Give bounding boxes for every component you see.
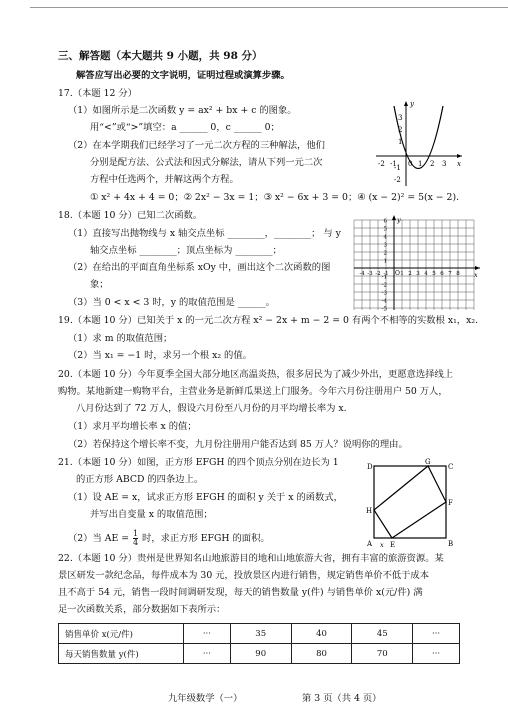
y-tick: -2 bbox=[394, 176, 401, 184]
q18-part1b: 轴交点坐标 ________；顶点坐标为 ________； bbox=[90, 245, 282, 256]
sales-data-table bbox=[58, 623, 460, 664]
q17-part2c: 方程中任选两个，并解这两个方程。 bbox=[90, 174, 239, 185]
square-efgh bbox=[374, 466, 446, 538]
y-tick: 3 bbox=[398, 114, 403, 122]
label-E: E bbox=[390, 541, 396, 548]
x-tick-label: -4 bbox=[359, 271, 365, 277]
q21-part2 bbox=[68, 530, 270, 547]
q22-line4: 足一次函数关系，部分数据如下表所示： bbox=[58, 604, 226, 615]
q21-part1a: （1）设 AE = x，试求正方形 EFGH 的面积 y 关于 x 的函数式， bbox=[68, 492, 343, 503]
y-tick-label: -5 bbox=[381, 306, 387, 312]
q21-part1b: 并写出自变量 x 的取值范围； bbox=[90, 509, 213, 520]
q19-title: 19.（本题 10 分）已知关于 x 的一元二次方程 x² − 2x + m − 2 = 0 有两个不相等的实数根 x₁，x₂. bbox=[58, 315, 479, 326]
y-tick-label: 3 bbox=[383, 242, 387, 249]
x-tick: 2 bbox=[430, 160, 435, 168]
table-cell: ··· bbox=[184, 644, 231, 664]
x-axis-arrow bbox=[457, 154, 462, 158]
top-rule bbox=[30, 7, 508, 8]
x-tick-label: 4 bbox=[424, 271, 428, 277]
q20-line3: 八月份达到了 72 万人，假设六月份至八月份的月平均增长率为 x. bbox=[76, 403, 347, 414]
y-tick-label: 5 bbox=[383, 226, 387, 233]
label-G: G bbox=[425, 458, 431, 466]
section-header: 三、解答题（本大题共 9 小题，共 98 分） bbox=[58, 50, 263, 62]
x-tick: -2 bbox=[378, 160, 385, 168]
table-cell: 35 bbox=[230, 624, 291, 644]
label-F: F bbox=[448, 499, 453, 507]
origin-label: 0 bbox=[408, 160, 413, 168]
q17-part1b: 用“<”或“>”填空：a ______ 0，c ______ 0； bbox=[90, 122, 280, 133]
table-cell: ··· bbox=[413, 624, 460, 644]
q18-part2a: （2）在给出的平面直角坐标系 xOy 中，画出这个二次函数的图 bbox=[68, 262, 331, 273]
x-tick-label: -3 bbox=[367, 271, 373, 277]
q22-line3: 且不高于 54 元，销售一段时间调研发现，每天的销售数量 y(件) 与销售单价 x(元/件) 满 bbox=[58, 587, 423, 598]
x-tick-label: -2 bbox=[375, 271, 381, 277]
q17-part1a: （1）如图所示是二次函数 y = ax² + bx + c 的图象。 bbox=[68, 105, 297, 116]
label-B: B bbox=[448, 540, 454, 548]
table-row bbox=[59, 644, 460, 664]
y-tick-label: -3 bbox=[381, 290, 387, 297]
table-cell: ··· bbox=[413, 644, 460, 664]
x-label: x bbox=[457, 160, 461, 168]
y-tick: 1 bbox=[398, 138, 403, 146]
x-tick-label: -1 bbox=[383, 271, 389, 277]
x-tick: 1 bbox=[418, 160, 423, 168]
parabola-graph bbox=[372, 96, 464, 188]
table-row bbox=[59, 624, 460, 644]
x-tick-label: 2 bbox=[408, 271, 412, 277]
x-axis-arrow bbox=[475, 266, 480, 270]
q21-part2-prefix: （2）当 AE = bbox=[68, 533, 132, 544]
q20-part2: （2）若保持这个增长率不变，九月份注册用户能否达到 85 万人？说明你的理由。 bbox=[68, 439, 408, 450]
x-tick: -1 bbox=[390, 160, 397, 168]
x-tick-label: 7 bbox=[448, 271, 452, 277]
footer-page-number: 第 3 页（共 4 页） bbox=[302, 693, 382, 704]
fraction-one-quarter bbox=[133, 530, 138, 547]
q22-line1: 22.（本题 10 分）贵州是世界知名山地旅游目的地和山地旅游大省，拥有丰富的旅游资源。某 bbox=[58, 553, 444, 564]
y-tick: -1 bbox=[394, 164, 401, 172]
q19-part1: （1）求 m 的取值范围； bbox=[68, 333, 173, 344]
label-x: x bbox=[380, 541, 384, 548]
fraction-numerator: 1 bbox=[132, 529, 139, 538]
q17-part2b: 分别是配方法、公式法和因式分解法，请从下列一元二次 bbox=[90, 157, 323, 168]
y-label: y bbox=[410, 100, 414, 108]
grid-coordinate-plane bbox=[352, 214, 482, 312]
label-C: C bbox=[448, 463, 454, 471]
y-tick-label: 6 bbox=[383, 218, 387, 225]
table-cell: 70 bbox=[352, 644, 413, 664]
table-cell: ··· bbox=[184, 624, 231, 644]
table-cell: 40 bbox=[291, 624, 352, 644]
table-cell: 80 bbox=[291, 644, 352, 664]
y-tick-label: -2 bbox=[381, 282, 387, 289]
q19-part2: （2）当 x₁ = −1 时，求另一个根 x₂ 的值。 bbox=[68, 350, 252, 361]
x-tick-label: 1 bbox=[400, 271, 404, 277]
q20-line1: 20.（本题 10 分）今年夏季全国大部分地区高温炎热，很多居民为了减少外出，更愿意选择线上 bbox=[58, 369, 454, 380]
q18-part3: （3）当 0 < x < 3 时，y 的取值范围是 ______。 bbox=[68, 297, 275, 308]
row-header-price: 销售单价 x(元/件) bbox=[59, 624, 184, 644]
y-axis-arrow bbox=[404, 101, 408, 106]
x-tick-label: 5 bbox=[432, 271, 436, 277]
grid-lines bbox=[354, 220, 474, 310]
table-cell: 45 bbox=[352, 624, 413, 644]
y-tick-label: 1 bbox=[383, 258, 387, 265]
y-label: y bbox=[397, 216, 401, 224]
table-cell: 90 bbox=[230, 644, 291, 664]
origin-label: O bbox=[395, 270, 400, 277]
q22-line2: 景区研发一款纪念品，每件成本为 30 元，投放景区内进行销售，规定销售单价不低于成本 bbox=[58, 570, 430, 581]
y-tick-label: -1 bbox=[381, 274, 387, 281]
label-H: H bbox=[366, 507, 373, 515]
y-tick: 2 bbox=[398, 126, 403, 134]
q20-part1: （1）求月平均增长率 x 的值； bbox=[68, 421, 197, 432]
label-A: A bbox=[367, 540, 373, 548]
square-figure bbox=[364, 458, 456, 548]
fraction-denominator: 4 bbox=[132, 538, 139, 547]
x-label: x bbox=[474, 271, 478, 279]
y-tick-label: 2 bbox=[383, 250, 387, 257]
label-D: D bbox=[367, 463, 373, 471]
q18-part2b: 象； bbox=[90, 279, 109, 290]
q18-title: 18.（本题 10 分）已知二次函数。 bbox=[58, 210, 203, 221]
instruction: 解答应写出必要的文字说明，证明过程或演算步骤。 bbox=[76, 70, 290, 81]
row-header-quantity: 每天销售数量 y(件) bbox=[59, 644, 184, 664]
q18-part1a: （1）直接写出抛物线与 x 轴交点坐标 ________，________； 与 y bbox=[68, 228, 341, 239]
footer-subject: 九年级数学（一） bbox=[168, 693, 243, 704]
q17-equations: ① x² + 4x + 4 = 0；② 2x² − 3x = 1；③ x² − 6x + 3 = 0；④ (x − 2)² = 5(x − 2). bbox=[90, 192, 460, 203]
y-tick-label: -4 bbox=[381, 298, 387, 305]
y-tick-label: 4 bbox=[383, 234, 387, 241]
q21-line2: 的正方形 ABCD 的四条边上。 bbox=[76, 474, 204, 485]
x-tick-label: 8 bbox=[456, 271, 460, 277]
q20-line2: 购物。某地新建一购物平台，主营业务是新鲜瓜果送上门服务。今年六月份注册用户 50 万人， bbox=[58, 386, 448, 397]
x-tick-label: 6 bbox=[440, 271, 444, 277]
q21-line1: 21.（本题 10 分）如图，正方形 EFGH 的四个顶点分别在边长为 1 bbox=[58, 457, 339, 468]
q17-part2a: （2）在本学期我们已经学习了一元二次方程的三种解法，他们 bbox=[68, 140, 325, 151]
q21-part2-suffix: 时，求正方形 EFGH 的面积。 bbox=[139, 533, 270, 544]
y-axis-arrow bbox=[392, 215, 396, 220]
x-tick-label: 3 bbox=[416, 271, 420, 277]
q17-title: 17.（本题 12 分） bbox=[58, 88, 138, 99]
x-tick: 3 bbox=[442, 160, 447, 168]
